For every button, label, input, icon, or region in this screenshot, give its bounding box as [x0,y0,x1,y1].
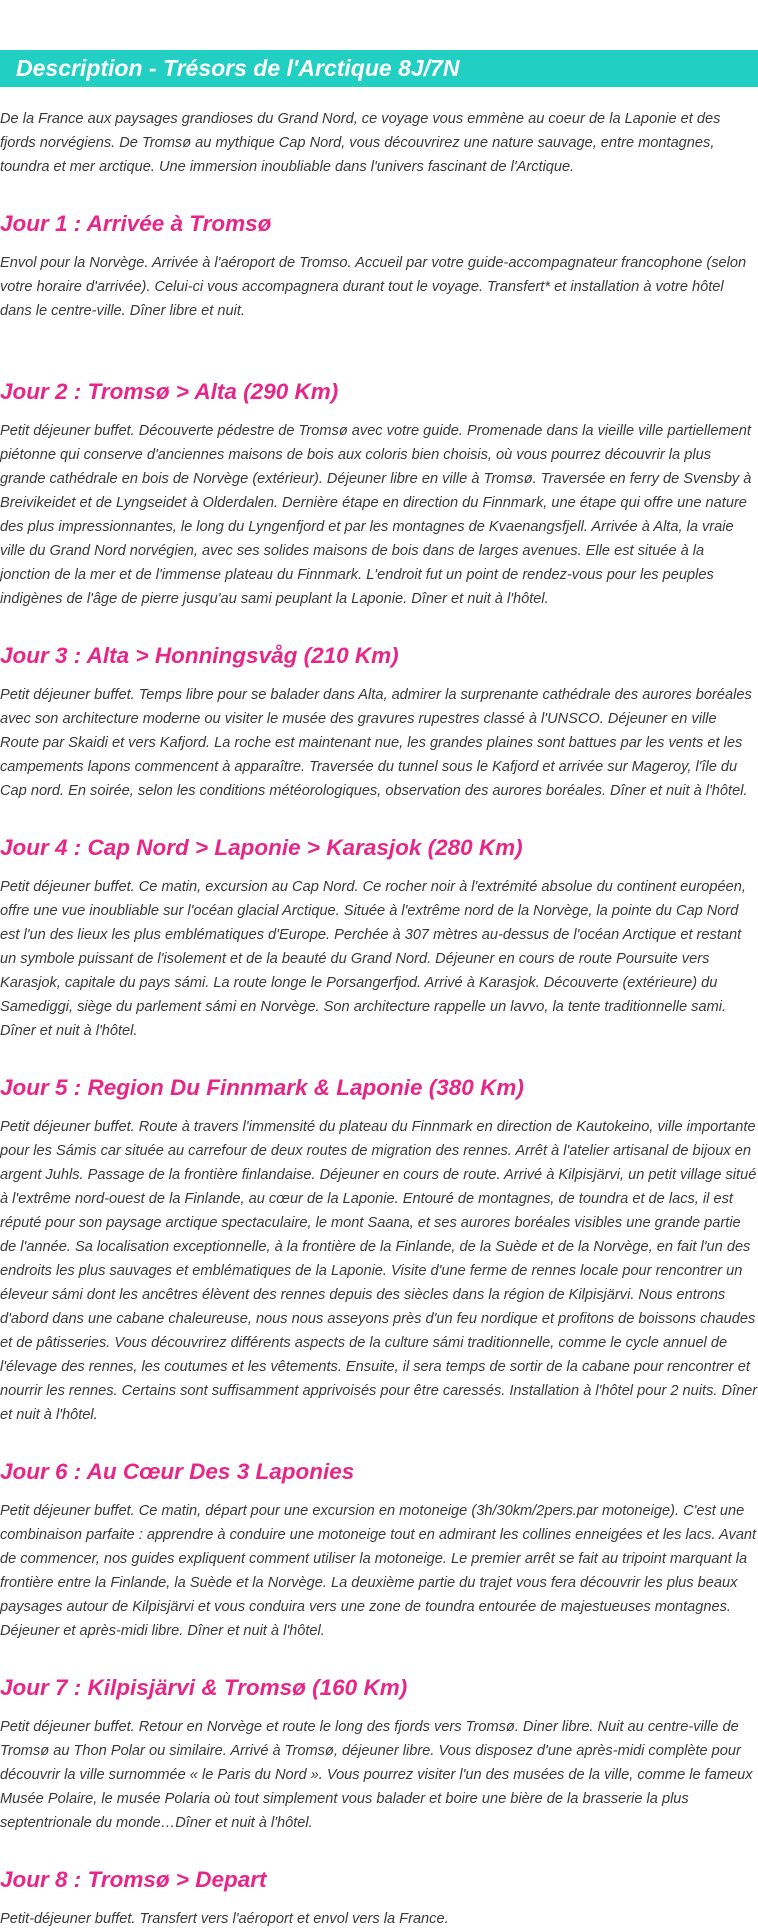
day-2-section [0,377,758,611]
page-title: Description - Trésors de l'Arctique 8J/7N [0,50,758,87]
day-6-title: Jour 6 : Au Cœur Des 3 Laponies [0,1459,355,1484]
day-4-title: Jour 4 : Cap Nord > Laponie > Karasjok (280 Km) [0,835,523,860]
day-2-text: Petit déjeuner buffet. Découverte pédestre de Tromsø avec votre guide. Promenade dans la vieille ville partiellement piétonne qui conserve d'anciennes maisons de bois aux coloris bien choisis, où vous pourrez découvrir la plus grande cathédrale en bois de Norvège (extérieur). Déjeuner libre en ville à Tromsø. Traversée en ferry de Svensby à Breivikeidet et de Lyngseidet à Olderdalen. Dernière étape en direction du Finnmark, une étape qui offre une nature des plus impressionnantes, le long du Lyngenfjord et par les montagnes de Kvaenangsfjell. Arrivée à Alta, la vraie ville du Grand Nord norvégien, avec ses solides maisons de bois dans de larges avenues. Elle est située à la jonction de la mer et de l'immense plateau du Finnmark. L'endroit fut un point de rendez-vous pour les peuples indigènes de l'âge de pierre jusqu'au sami peuplant la Laponie. Dîner et nuit à l'hôtel. [0,423,752,607]
day-5-text: Petit déjeuner buffet. Route à travers l'immensité du plateau du Finnmark en direction de Kautokeino, ville importante pour les Sámis car située au carrefour de deux routes de migration des rennes. Arrêt à l'atelier artisanal de bijoux en argent Juhls. Passage de la frontière finlandaise. Déjeuner en cours de route. Arrivé à Kilpisjärvi, un petit village situé à l'extrême nord-ouest de la Finlande, au cœur de la Laponie. Entouré de montagnes, de toundra et de lacs, il est réputé pour son paysage arctique spectaculaire, le mont Saana, et ses aurores boréales visibles une grande partie de l'année. Sa localisation exceptionnelle, à la frontière de la Finlande, de la Suède et de la Norvège, en fait l'un des endroits les plus sauvages et emblématiques de la Laponie. Visite d'une ferme de rennes locale pour rencontrer un éleveur sámi dont les ancêtres élèvent des rennes depuis des siècles dans la région de Kilpisjärvi. Nous entrons d'abord dans une cabane chaleureuse, nous nous asseyons près d'un feu nordique et profitons de boissons chaudes et de pâtisseries. Vous découvrirez différents aspects de la culture sámi traditionnelle, comme le cycle annuel de l'élevage des rennes, les coutumes et les vêtements. Ensuite, il sera temps de sortir de la cabane pour rencontrer et nourrir les rennes. Certains sont suffisamment apprivoisés pour être caressés. Installation à l'hôtel pour 2 nuits. Dîner et nuit à l'hôtel. [0,1119,758,1423]
day-4-text: Petit déjeuner buffet. Ce matin, excursion au Cap Nord. Ce rocher noir à l'extrémité absolue du continent européen, offre une vue inoubliable sur l'océan glacial Arctique. Située à l'extrême nord de la Norvège, la pointe du Cap Nord est l'un des lieux les plus emblématiques d'Europe. Perchée à 307 mètres au-dessus de l'océan Arctique et restant un symbole puissant de l'isolement et de la beauté du Grand Nord. Déjeuner en cours de route Poursuite vers Karasjok, capitale du pays sámi. La route longe le Porsangerfjod. Arrivé à Karasjok. Découverte (extérieure) du Samediggi, siège du parlement sámi en Norvège. Son architecture rappelle un lavvo, la tente traditionnelle sami. Dîner et nuit à l'hôtel. [0,879,746,1039]
day-3-text: Petit déjeuner buffet. Temps libre pour se balader dans Alta, admirer la surprenante cathédrale des aurores boréales avec son architecture moderne ou visiter le musée des gravures rupestres classé à l'UNSCO. Déjeuner en ville Route par Skaidi et vers Kafjord. La roche est maintenant nue, les grandes plaines sont battues par les vents et les campements lapons commencent à apparaître. Traversée du tunnel sous le Kafjord et arrivée sur Mageroy, l'île du Cap nord. En soirée, selon les conditions météorologiques, observation des aurores boréales. Dîner et nuit à l'hôtel. [0,687,752,799]
day-5-section [0,1073,758,1427]
day-1-section [0,209,758,323]
day-2-title: Jour 2 : Tromsø > Alta (290 Km) [0,379,339,404]
day-6-section [0,1457,758,1643]
day-3-title: Jour 3 : Alta > Honningsvåg (210 Km) [0,643,399,668]
day-8-title: Jour 8 : Tromsø > Depart [0,1867,267,1892]
day-7-title: Jour 7 : Kilpisjärvi & Tromsø (160 Km) [0,1675,408,1700]
day-7-section [0,1673,758,1835]
day-1-text: Envol pour la Norvège. Arrivée à l'aéroport de Tromso. Accueil par votre guide-accompagnateur francophone (selon votre horaire d'arrivée). Celui-ci vous accompagnera durant tout le voyage. Transfert* et installation à votre hôtel dans le centre-ville. Dîner libre et nuit. [0,255,747,319]
day-8-text: Petit-déjeuner buffet. Transfert vers l'aéroport et envol vers la France. [0,1911,449,1927]
day-3-section [0,641,758,803]
day-4-section [0,833,758,1043]
day-6-text: Petit déjeuner buffet. Ce matin, départ pour une excursion en motoneige (3h/30km/2pers.par motoneige). C'est une combinaison parfaite : apprendre à conduire une motoneige tout en admirant les collines enneigées et les lacs. Avant de commencer, nos guides expliquent comment utiliser la motoneige. Le premier arrêt se fait au tripoint marquant la frontière entre la Finlande, la Suède et la Norvège. La deuxième partie du trajet vous fera découvrir les plus beaux paysages autour de Kilpisjärvi et vous conduira vers une zone de toundra entourée de majestueuses montagnes. Déjeuner et après-midi libre. Dîner et nuit à l'hôtel. [0,1503,757,1639]
day-5-title: Jour 5 : Region Du Finnmark & Laponie (380 Km) [0,1075,524,1100]
day-1-title: Jour 1 : Arrivée à Tromsø [0,211,272,236]
intro-text: De la France aux paysages grandioses du Grand Nord, ce voyage vous emmène au coeur de la Laponie et des fjords norvégiens. De Tromsø au mythique Cap Nord, vous découvrirez une nature sauvage, entre montagnes, toundra et mer arctique. Une immersion inoubliable dans l'univers fascinant de l'Arctique. [0,111,721,175]
day-8-section [0,1865,758,1931]
day-7-text: Petit déjeuner buffet. Retour en Norvège et route le long des fjords vers Tromsø. Diner libre. Nuit au centre-ville de Tromsø au Thon Polar ou similaire. Arrivé à Tromsø, déjeuner libre. Vous disposez d'une après-midi complète pour découvrir la ville surnommée « le Paris du Nord ». Vous pourrez visiter l'un des musées de la ville, comme le fameux Musée Polaire, le musée Polaria où tout simplement vous balader et boire une bière de la brasserie la plus septentrionale du monde…Dîner et nuit à l'hôtel. [0,1719,753,1831]
